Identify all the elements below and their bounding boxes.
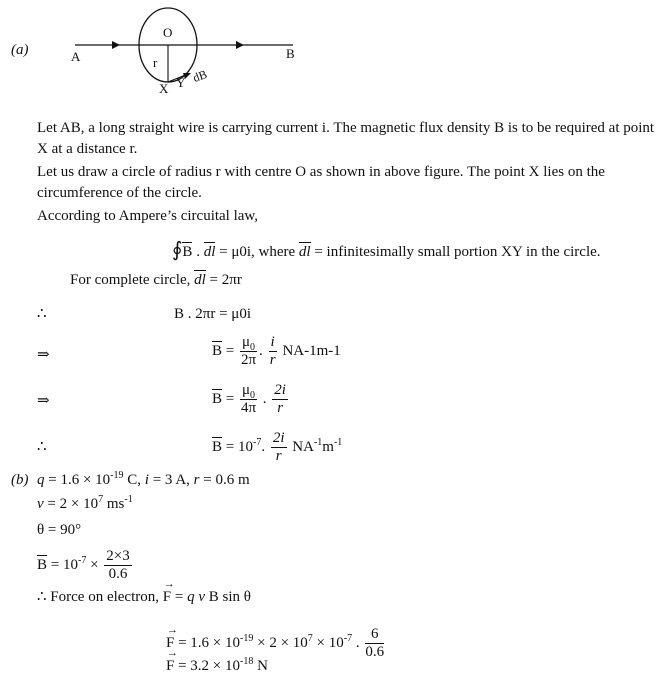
given-values-3: θ = 90° — [37, 522, 82, 538]
implies-symbol: ⇒ — [37, 393, 50, 409]
label-x: X — [159, 81, 169, 96]
therefore-symbol: ∴ — [37, 439, 47, 455]
force-result: → $F = 3.2 \times 10^{-18}$ N — [166, 659, 268, 674]
circuit-figure — [0, 0, 666, 100]
label-a: A — [71, 49, 81, 64]
intro-paragraph-3: According to Ampere’s circuital law, — [37, 208, 259, 224]
step-4-equation: $B = 10^{-7}$. $\frac{2i}{r}$ $NA^{-1}m^{-1}$ — [212, 430, 343, 465]
step-2-equation: B = $\frac{\mu_0}{2\pi}$ . $\frac{i}{r}$ NA-1m-1 — [212, 334, 341, 369]
step-1-equation: B . 2πr = μ0i — [174, 306, 251, 322]
current-arrow-icon — [112, 41, 120, 49]
force-formula-line: ∴ Force on electron, → F = q v B sin θ — [37, 590, 251, 605]
force-calculation: → $F = 1.6 \times 10^{-19} \times 2 \times 10^7 \times 10^{-7}$ . $\frac{6}{0.6}$ — [166, 626, 386, 662]
intro-paragraph-2: Let us draw a circle of radius r with centre O as shown in above figure. The point X lies on the circumference of the circle. — [37, 164, 605, 201]
label-r: r — [153, 55, 158, 70]
given-values-1: $q = 1.6 \times 10^{-19}$ C, i = 3 A, r = 0.6 m — [37, 470, 250, 488]
ampere-rhs: = μ0i, where — [219, 244, 296, 260]
ampere-law-equation: ∮B . dl = μ0i, where dl = infinitesimally small portion XY in the circle. — [172, 239, 601, 261]
part-b-label: (b) — [11, 472, 29, 488]
given-values-2: $v = 2 \times 10^7$ $ms^{-1}$ — [37, 494, 133, 512]
therefore-symbol: ∴ — [37, 306, 47, 322]
b-calculation: $B = 10^{-7}$ × $\frac{2\times 3}{0.6}$ — [37, 548, 130, 583]
ampere-description: = infinitesimally small portion XY in the circle. — [314, 244, 601, 260]
part-a-label: (a) — [11, 42, 29, 58]
complete-circle-line: For complete circle, dl = 2πr — [70, 272, 242, 288]
intro-paragraph-1: Let AB, a long straight wire is carrying current i. The magnetic flux density B is to be required at point X at a distance r. — [37, 120, 655, 157]
label-b: B — [286, 46, 295, 61]
step-3-equation: B = $\frac{\mu_0}{4\pi}$ . $\frac{2i}{r}$ — [212, 382, 286, 417]
label-o: O — [163, 25, 173, 40]
label-db: dB — [191, 67, 209, 85]
label-y: Y — [176, 75, 186, 90]
implies-symbol: ⇒ — [37, 347, 50, 363]
current-arrow-icon — [236, 41, 244, 49]
